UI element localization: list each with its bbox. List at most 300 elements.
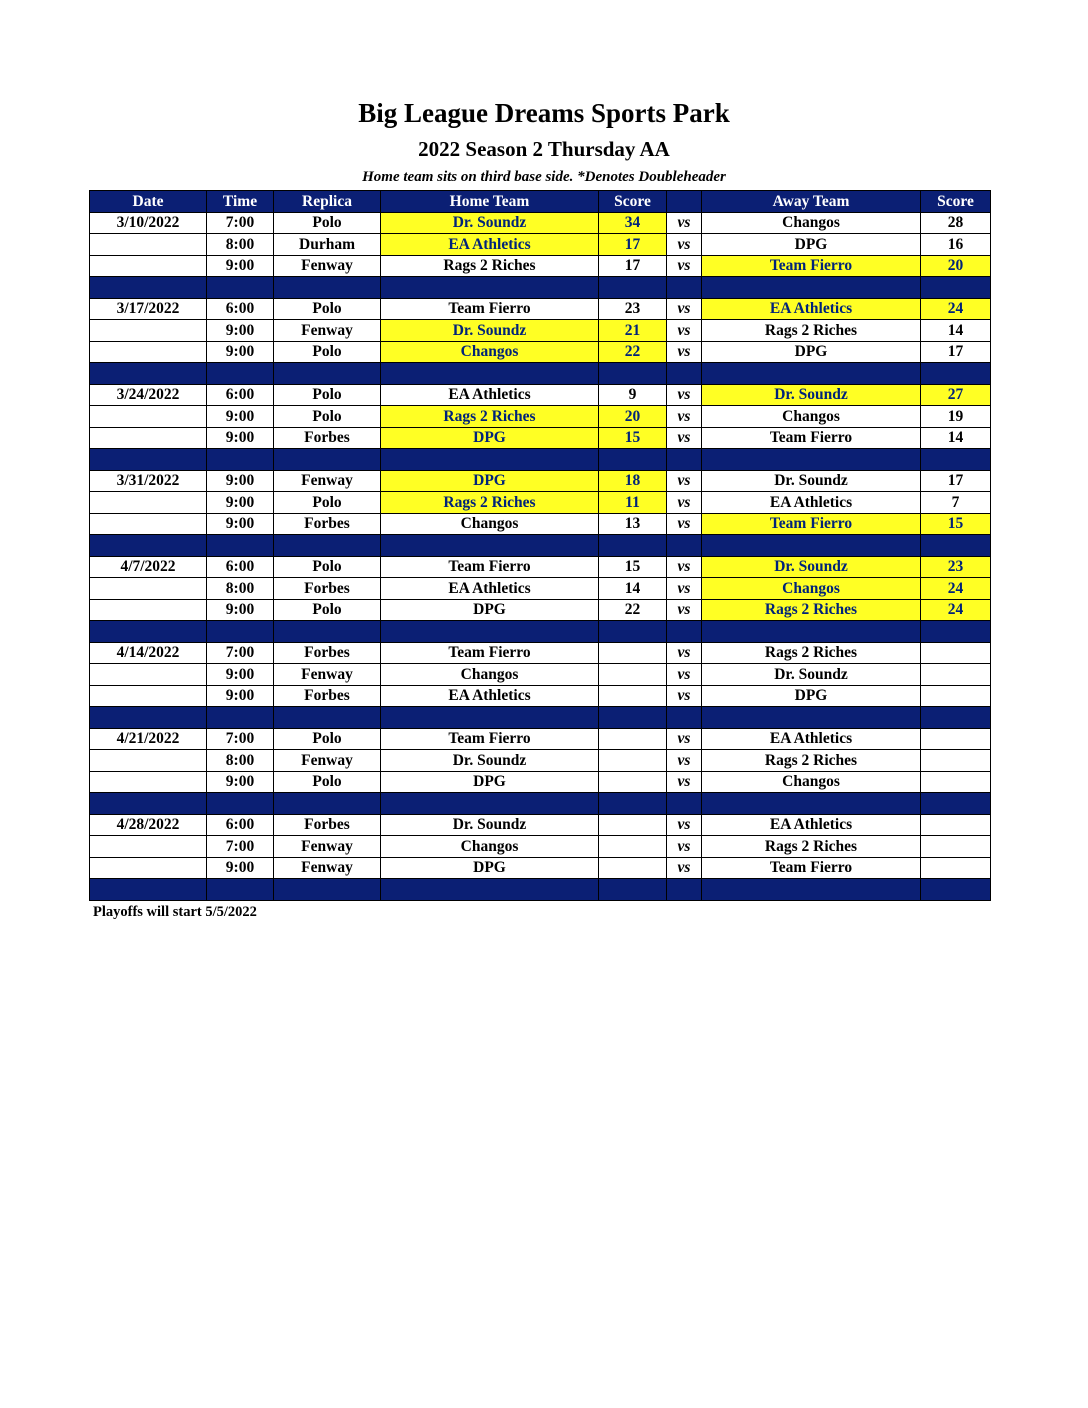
game-time-cell: 9:00: [207, 427, 274, 449]
separator-cell: [599, 793, 667, 815]
away-score-cell: 23: [921, 556, 991, 578]
away-team-cell: Rags 2 Riches: [702, 320, 921, 342]
separator-cell: [90, 621, 207, 643]
week-separator-row: [90, 363, 991, 385]
away-score-cell: 19: [921, 406, 991, 428]
col-header-away-team: Away Team: [702, 191, 921, 213]
game-time-cell: 9:00: [207, 664, 274, 686]
separator-cell: [381, 449, 599, 471]
away-score-cell: 28: [921, 212, 991, 234]
away-score-cell: [921, 664, 991, 686]
away-team-cell: Rags 2 Riches: [702, 642, 921, 664]
vs-cell: vs: [667, 814, 702, 836]
home-score-cell: 13: [599, 513, 667, 535]
home-score-cell: 34: [599, 212, 667, 234]
game-date-cell: [90, 599, 207, 621]
away-score-cell: [921, 771, 991, 793]
separator-cell: [90, 707, 207, 729]
separator-cell: [599, 621, 667, 643]
separator-cell: [599, 707, 667, 729]
separator-cell: [667, 621, 702, 643]
home-team-cell: Changos: [381, 513, 599, 535]
game-date-cell: 4/14/2022: [90, 642, 207, 664]
table-row: [90, 298, 991, 320]
week-separator-row: [90, 535, 991, 557]
home-score-cell: 20: [599, 406, 667, 428]
away-team-cell: Team Fierro: [702, 255, 921, 277]
home-team-cell: DPG: [381, 771, 599, 793]
home-score-cell: [599, 857, 667, 879]
away-team-cell: EA Athletics: [702, 728, 921, 750]
separator-cell: [90, 277, 207, 299]
page-title: Big League Dreams Sports Park: [358, 98, 730, 128]
game-time-cell: 7:00: [207, 836, 274, 858]
home-score-cell: 17: [599, 255, 667, 277]
game-date-cell: [90, 406, 207, 428]
game-field-cell: Fenway: [274, 255, 381, 277]
game-field-cell: Fenway: [274, 470, 381, 492]
game-time-cell: 9:00: [207, 599, 274, 621]
week-separator-row: [90, 879, 991, 901]
separator-cell: [274, 363, 381, 385]
vs-cell: vs: [667, 298, 702, 320]
vs-cell: vs: [667, 513, 702, 535]
away-score-cell: [921, 857, 991, 879]
away-team-cell: DPG: [702, 685, 921, 707]
table-row: [90, 857, 991, 879]
schedule-note: Home team sits on third base side. *Denotes Doubleheader: [362, 169, 726, 185]
game-time-cell: 6:00: [207, 384, 274, 406]
separator-cell: [207, 277, 274, 299]
home-score-cell: [599, 685, 667, 707]
home-score-cell: 22: [599, 341, 667, 363]
col-header-home-score: Score: [599, 191, 667, 213]
home-team-cell: Rags 2 Riches: [381, 255, 599, 277]
game-date-cell: 3/17/2022: [90, 298, 207, 320]
game-date-cell: [90, 771, 207, 793]
game-date-cell: 3/31/2022: [90, 470, 207, 492]
home-score-cell: 15: [599, 427, 667, 449]
away-team-cell: Team Fierro: [702, 857, 921, 879]
away-score-cell: 20: [921, 255, 991, 277]
home-team-cell: DPG: [381, 470, 599, 492]
schedule-body: [90, 212, 991, 900]
separator-cell: [274, 707, 381, 729]
away-score-cell: [921, 750, 991, 772]
separator-cell: [667, 277, 702, 299]
game-date-cell: [90, 664, 207, 686]
separator-cell: [599, 879, 667, 901]
game-field-cell: Forbes: [274, 642, 381, 664]
table-row: [90, 234, 991, 256]
game-time-cell: 9:00: [207, 857, 274, 879]
separator-cell: [381, 621, 599, 643]
away-team-cell: Dr. Soundz: [702, 556, 921, 578]
game-date-cell: [90, 427, 207, 449]
away-team-cell: EA Athletics: [702, 814, 921, 836]
table-row: [90, 341, 991, 363]
away-team-cell: Rags 2 Riches: [702, 599, 921, 621]
away-team-cell: Dr. Soundz: [702, 470, 921, 492]
game-date-cell: [90, 513, 207, 535]
away-score-cell: 24: [921, 599, 991, 621]
separator-cell: [599, 535, 667, 557]
home-score-cell: 11: [599, 492, 667, 514]
away-team-cell: Changos: [702, 578, 921, 600]
away-score-cell: 27: [921, 384, 991, 406]
game-date-cell: [90, 750, 207, 772]
separator-cell: [702, 363, 921, 385]
separator-cell: [90, 363, 207, 385]
col-header-away-score: Score: [921, 191, 991, 213]
game-time-cell: 7:00: [207, 212, 274, 234]
away-team-cell: Team Fierro: [702, 427, 921, 449]
separator-cell: [207, 793, 274, 815]
game-date-cell: [90, 836, 207, 858]
game-date-cell: 4/21/2022: [90, 728, 207, 750]
week-separator-row: [90, 449, 991, 471]
table-row: [90, 685, 991, 707]
game-date-cell: [90, 685, 207, 707]
table-row: [90, 470, 991, 492]
vs-cell: vs: [667, 728, 702, 750]
col-header-vs: [667, 191, 702, 213]
home-team-cell: Rags 2 Riches: [381, 492, 599, 514]
page-subtitle: 2022 Season 2 Thursday AA: [418, 137, 670, 161]
home-team-cell: Changos: [381, 341, 599, 363]
table-row: [90, 427, 991, 449]
game-date-cell: [90, 492, 207, 514]
game-field-cell: Forbes: [274, 578, 381, 600]
vs-cell: vs: [667, 255, 702, 277]
week-separator-row: [90, 793, 991, 815]
home-score-cell: [599, 771, 667, 793]
week-separator-row: [90, 621, 991, 643]
separator-cell: [667, 793, 702, 815]
home-team-cell: EA Athletics: [381, 685, 599, 707]
game-field-cell: Forbes: [274, 513, 381, 535]
game-time-cell: 9:00: [207, 513, 274, 535]
game-field-cell: Forbes: [274, 814, 381, 836]
table-row: [90, 664, 991, 686]
table-row: [90, 212, 991, 234]
separator-cell: [381, 363, 599, 385]
separator-cell: [381, 793, 599, 815]
vs-cell: vs: [667, 857, 702, 879]
away-team-cell: DPG: [702, 341, 921, 363]
separator-cell: [207, 449, 274, 471]
home-team-cell: Rags 2 Riches: [381, 406, 599, 428]
separator-cell: [921, 449, 991, 471]
home-team-cell: Changos: [381, 836, 599, 858]
away-team-cell: Team Fierro: [702, 513, 921, 535]
away-team-cell: EA Athletics: [702, 492, 921, 514]
game-field-cell: Polo: [274, 406, 381, 428]
home-score-cell: [599, 664, 667, 686]
separator-cell: [667, 707, 702, 729]
separator-cell: [90, 535, 207, 557]
table-row: [90, 578, 991, 600]
separator-cell: [599, 449, 667, 471]
game-date-cell: [90, 234, 207, 256]
table-row: [90, 599, 991, 621]
away-score-cell: 14: [921, 320, 991, 342]
away-score-cell: 17: [921, 341, 991, 363]
separator-cell: [381, 277, 599, 299]
schedule-table: [89, 190, 991, 901]
vs-cell: vs: [667, 234, 702, 256]
separator-cell: [274, 449, 381, 471]
game-field-cell: Forbes: [274, 685, 381, 707]
vs-cell: vs: [667, 470, 702, 492]
separator-cell: [90, 449, 207, 471]
game-time-cell: 8:00: [207, 750, 274, 772]
table-row: [90, 513, 991, 535]
home-score-cell: [599, 750, 667, 772]
game-field-cell: Polo: [274, 384, 381, 406]
home-team-cell: DPG: [381, 427, 599, 449]
game-time-cell: 9:00: [207, 341, 274, 363]
game-time-cell: 6:00: [207, 814, 274, 836]
game-field-cell: Fenway: [274, 857, 381, 879]
vs-cell: vs: [667, 320, 702, 342]
home-score-cell: [599, 728, 667, 750]
game-date-cell: [90, 857, 207, 879]
vs-cell: vs: [667, 341, 702, 363]
away-score-cell: 16: [921, 234, 991, 256]
home-score-cell: [599, 642, 667, 664]
vs-cell: vs: [667, 427, 702, 449]
away-team-cell: Dr. Soundz: [702, 664, 921, 686]
vs-cell: vs: [667, 664, 702, 686]
game-field-cell: Polo: [274, 556, 381, 578]
game-time-cell: 9:00: [207, 406, 274, 428]
home-team-cell: Dr. Soundz: [381, 814, 599, 836]
game-field-cell: Polo: [274, 771, 381, 793]
table-row: [90, 255, 991, 277]
game-field-cell: Fenway: [274, 750, 381, 772]
separator-cell: [702, 277, 921, 299]
table-header-row: [90, 191, 991, 213]
home-score-cell: [599, 836, 667, 858]
separator-cell: [702, 449, 921, 471]
separator-cell: [274, 535, 381, 557]
home-team-cell: DPG: [381, 857, 599, 879]
separator-cell: [921, 363, 991, 385]
game-date-cell: [90, 578, 207, 600]
separator-cell: [702, 707, 921, 729]
home-team-cell: Team Fierro: [381, 556, 599, 578]
game-field-cell: Fenway: [274, 836, 381, 858]
game-date-cell: 3/24/2022: [90, 384, 207, 406]
separator-cell: [921, 707, 991, 729]
separator-cell: [667, 879, 702, 901]
separator-cell: [274, 793, 381, 815]
table-row: [90, 492, 991, 514]
game-field-cell: Forbes: [274, 427, 381, 449]
separator-cell: [599, 277, 667, 299]
separator-cell: [274, 879, 381, 901]
home-team-cell: Dr. Soundz: [381, 212, 599, 234]
game-time-cell: 7:00: [207, 728, 274, 750]
home-team-cell: Team Fierro: [381, 728, 599, 750]
game-field-cell: Polo: [274, 212, 381, 234]
game-date-cell: 3/10/2022: [90, 212, 207, 234]
home-score-cell: [599, 814, 667, 836]
away-score-cell: [921, 642, 991, 664]
table-row: [90, 320, 991, 342]
game-date-cell: 4/7/2022: [90, 556, 207, 578]
separator-cell: [207, 621, 274, 643]
separator-cell: [90, 879, 207, 901]
game-field-cell: Polo: [274, 298, 381, 320]
vs-cell: vs: [667, 556, 702, 578]
home-score-cell: 22: [599, 599, 667, 621]
game-time-cell: 9:00: [207, 685, 274, 707]
separator-cell: [274, 277, 381, 299]
home-score-cell: 23: [599, 298, 667, 320]
game-field-cell: Durham: [274, 234, 381, 256]
game-time-cell: 9:00: [207, 771, 274, 793]
away-score-cell: [921, 728, 991, 750]
game-time-cell: 9:00: [207, 470, 274, 492]
table-row: [90, 836, 991, 858]
game-field-cell: Polo: [274, 492, 381, 514]
game-field-cell: Fenway: [274, 320, 381, 342]
vs-cell: vs: [667, 599, 702, 621]
home-score-cell: 17: [599, 234, 667, 256]
week-separator-row: [90, 707, 991, 729]
game-time-cell: 6:00: [207, 298, 274, 320]
away-team-cell: Changos: [702, 771, 921, 793]
away-team-cell: Changos: [702, 212, 921, 234]
separator-cell: [702, 879, 921, 901]
separator-cell: [667, 449, 702, 471]
table-row: [90, 771, 991, 793]
home-score-cell: 18: [599, 470, 667, 492]
separator-cell: [667, 363, 702, 385]
table-row: [90, 406, 991, 428]
separator-cell: [207, 535, 274, 557]
game-date-cell: [90, 341, 207, 363]
vs-cell: vs: [667, 406, 702, 428]
separator-cell: [207, 363, 274, 385]
away-score-cell: 24: [921, 578, 991, 600]
separator-cell: [702, 535, 921, 557]
separator-cell: [667, 535, 702, 557]
game-field-cell: Polo: [274, 341, 381, 363]
week-separator-row: [90, 277, 991, 299]
separator-cell: [702, 621, 921, 643]
separator-cell: [274, 621, 381, 643]
playoffs-note: Playoffs will start 5/5/2022: [93, 904, 257, 920]
separator-cell: [921, 621, 991, 643]
vs-cell: vs: [667, 685, 702, 707]
col-header-time: Time: [207, 191, 274, 213]
away-team-cell: DPG: [702, 234, 921, 256]
vs-cell: vs: [667, 212, 702, 234]
home-score-cell: 15: [599, 556, 667, 578]
vs-cell: vs: [667, 578, 702, 600]
game-time-cell: 9:00: [207, 255, 274, 277]
col-header-date: Date: [90, 191, 207, 213]
game-time-cell: 6:00: [207, 556, 274, 578]
separator-cell: [702, 793, 921, 815]
away-team-cell: Rags 2 Riches: [702, 750, 921, 772]
home-team-cell: EA Athletics: [381, 578, 599, 600]
separator-cell: [207, 707, 274, 729]
away-score-cell: 15: [921, 513, 991, 535]
away-score-cell: 24: [921, 298, 991, 320]
table-row: [90, 642, 991, 664]
game-field-cell: Polo: [274, 599, 381, 621]
home-team-cell: Dr. Soundz: [381, 750, 599, 772]
separator-cell: [921, 793, 991, 815]
separator-cell: [381, 707, 599, 729]
table-row: [90, 750, 991, 772]
separator-cell: [381, 535, 599, 557]
home-score-cell: 21: [599, 320, 667, 342]
away-score-cell: [921, 685, 991, 707]
vs-cell: vs: [667, 642, 702, 664]
home-team-cell: Team Fierro: [381, 298, 599, 320]
game-time-cell: 8:00: [207, 234, 274, 256]
game-time-cell: 9:00: [207, 320, 274, 342]
vs-cell: vs: [667, 492, 702, 514]
away-score-cell: 17: [921, 470, 991, 492]
vs-cell: vs: [667, 836, 702, 858]
home-score-cell: 14: [599, 578, 667, 600]
home-score-cell: 9: [599, 384, 667, 406]
away-score-cell: 14: [921, 427, 991, 449]
vs-cell: vs: [667, 384, 702, 406]
away-team-cell: Changos: [702, 406, 921, 428]
separator-cell: [921, 535, 991, 557]
away-team-cell: EA Athletics: [702, 298, 921, 320]
game-date-cell: 4/28/2022: [90, 814, 207, 836]
game-time-cell: 7:00: [207, 642, 274, 664]
table-row: [90, 814, 991, 836]
game-date-cell: [90, 255, 207, 277]
separator-cell: [90, 793, 207, 815]
separator-cell: [599, 363, 667, 385]
table-row: [90, 384, 991, 406]
game-time-cell: 9:00: [207, 492, 274, 514]
away-team-cell: Dr. Soundz: [702, 384, 921, 406]
home-team-cell: Changos: [381, 664, 599, 686]
separator-cell: [207, 879, 274, 901]
home-team-cell: Dr. Soundz: [381, 320, 599, 342]
away-score-cell: 7: [921, 492, 991, 514]
table-row: [90, 556, 991, 578]
table-row: [90, 728, 991, 750]
away-score-cell: [921, 814, 991, 836]
vs-cell: vs: [667, 771, 702, 793]
separator-cell: [381, 879, 599, 901]
col-header-replica: Replica: [274, 191, 381, 213]
col-header-home-team: Home Team: [381, 191, 599, 213]
home-team-cell: EA Athletics: [381, 234, 599, 256]
game-field-cell: Fenway: [274, 664, 381, 686]
vs-cell: vs: [667, 750, 702, 772]
home-team-cell: EA Athletics: [381, 384, 599, 406]
away-team-cell: Rags 2 Riches: [702, 836, 921, 858]
home-team-cell: Team Fierro: [381, 642, 599, 664]
separator-cell: [921, 277, 991, 299]
game-date-cell: [90, 320, 207, 342]
away-score-cell: [921, 836, 991, 858]
home-team-cell: DPG: [381, 599, 599, 621]
